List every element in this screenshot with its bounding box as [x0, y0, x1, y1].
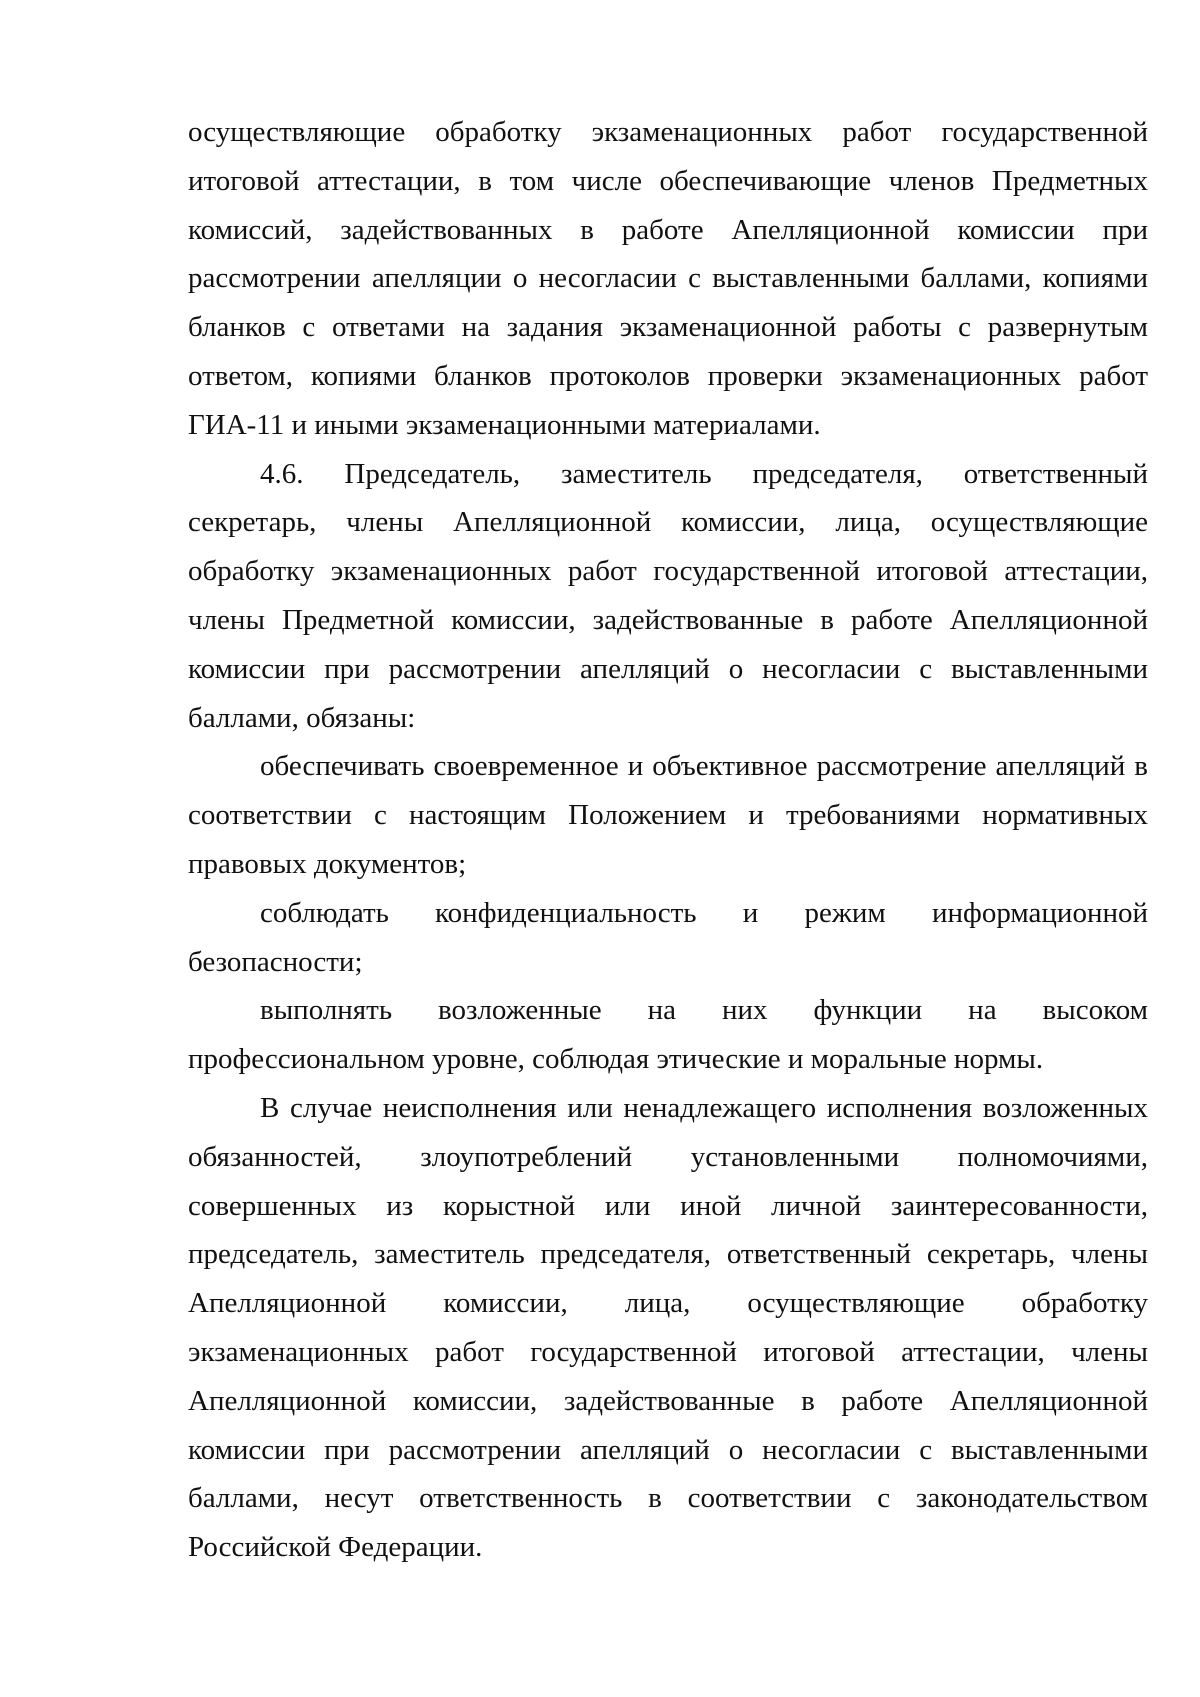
paragraph-duty-confidentiality: соблюдать конфиденциальность и режим информационной безопасности;	[188, 896, 1148, 978]
paragraph-duty-review: обеспечивать своевременное и объективное рассмотрение апелляций в соответствии с настоящим Положением и требованиями нормативных правовых документов;	[188, 750, 1148, 880]
paragraph-liability: В случае неисполнения или ненадлежащего исполнения возложенных обязанностей, злоупотреблений установленными полномочиями, совершенных из корыстной или иной личной заинтересованности, председатель, заместитель председателя, ответственный секретарь, члены Апелляционной комиссии, лица, осуществляющие обработку экзаменационных работ государственной итоговой аттестации, члены Апелляционной комиссии, задействованные в работе Апелляционной комиссии при рассмотрении апелляций о несогласии с выставленными баллами, несут ответственность в соответствии с законодательством Российской Федерации.	[188, 1091, 1148, 1564]
paragraph-section-4-6: 4.6. Председатель, заместитель председателя, ответственный секретарь, члены Апелляционной комиссии, лица, осуществляющие обработку экзаменационных работ государственной итоговой аттестации, члены Предметной комиссии, задействованные в работе Апелляционной комиссии при рассмотрении апелляций о несогласии с выставленными баллами, обязаны:	[188, 457, 1148, 734]
document-page	[188, 108, 1148, 1572]
paragraph-duty-professional: выполнять возложенные на них функции на высоком профессиональном уровне, соблюдая этические и моральные нормы.	[188, 994, 1148, 1076]
paragraph-continuation: осуществляющие обработку экзаменационных работ государственной итоговой аттестации, в том числе обеспечивающие членов Предметных комиссий, задействованных в работе Апелляционной комиссии при рассмотрении апелляции о несогласии с выставленными баллами, копиями бланков с ответами на задания экзаменационной работы с развернутым ответом, копиями бланков протоколов проверки экзаменационных работ ГИА-11 и иными экзаменационными материалами.	[188, 116, 1148, 441]
